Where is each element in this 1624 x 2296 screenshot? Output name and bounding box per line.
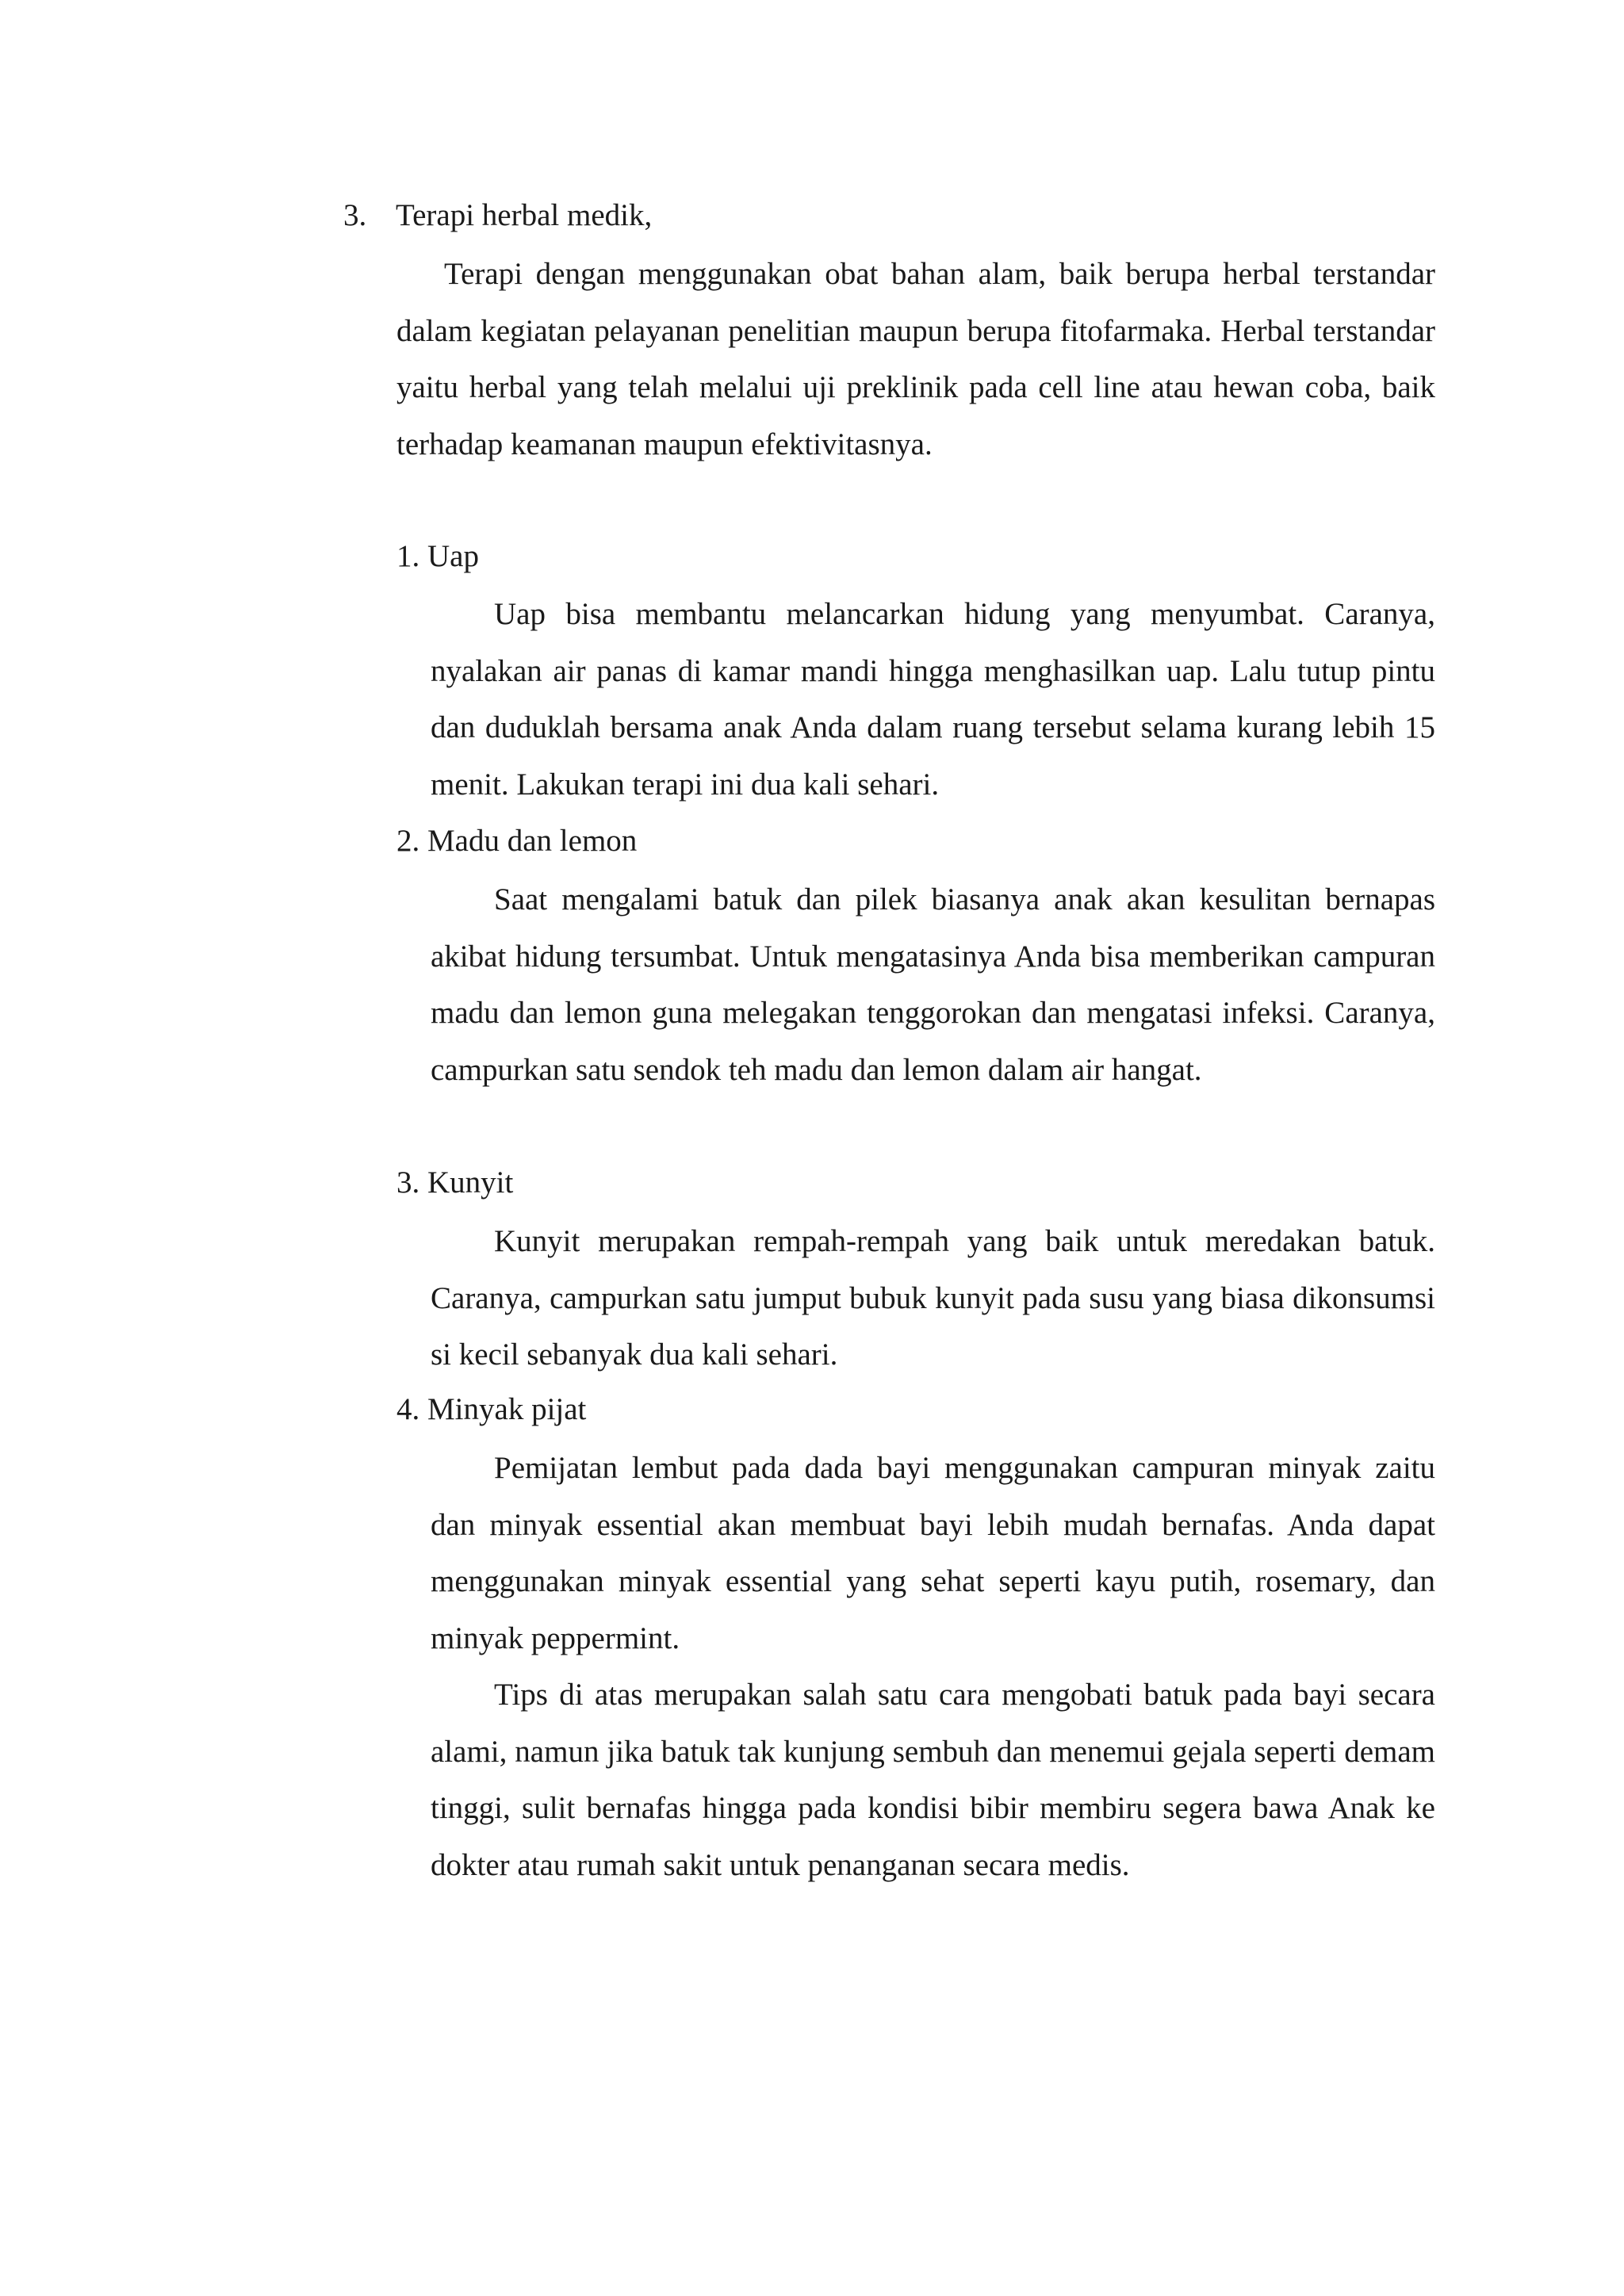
section-title: Terapi herbal medik, bbox=[396, 198, 653, 232]
item-body-minyak-pijat: Pemijatan lembut pada dada bayi menggunakan campuran minyak zaitu dan minyak essential akan membuat bayi lebih mudah bernafas. Anda dapat menggunakan minyak essential yang sehat seperti kayu putih, rosemary, dan minyak peppermint. bbox=[431, 1451, 1435, 1655]
item-body-uap: Uap bisa membantu melancarkan hidung yang menyumbat. Caranya, nyalakan air panas di kamar mandi hingga menghasilkan uap. Lalu tutup pintu dan duduklah bersama anak Anda dalam ruang tersebut selama kurang lebih 15 menit. Lakukan terapi ini dua kali sehari. bbox=[431, 597, 1435, 802]
item-title-madu-lemon: 2. Madu dan lemon bbox=[396, 824, 638, 858]
closing-paragraph: Tips di atas merupakan salah satu cara mengobati batuk pada bayi secara alami, namun jika batuk tak kunjung sembuh dan menemui gejala seperti demam tinggi, sulit bernafas hingga pada kondisi bibir membiru segera bawa Anak ke dokter atau rumah sakit untuk penanganan secara medis. bbox=[431, 1678, 1435, 1882]
item-body-kunyit: Kunyit merupakan rempah-rempah yang baik untuk meredakan batuk. Caranya, campurkan satu jumput bubuk kunyit pada susu yang biasa dikonsumsi si kecil sebanyak dua kali sehari. bbox=[431, 1224, 1435, 1372]
item-title-kunyit: 3. Kunyit bbox=[396, 1165, 514, 1200]
section-number: 3. bbox=[343, 198, 367, 232]
section-intro-paragraph: Terapi dengan menggunakan obat bahan alam, baik berupa herbal terstandar dalam kegiatan pelayanan penelitian maupun berupa fitofarmaka. Herbal terstandar yaitu herbal yang telah melalui uji preklinik pada cell line atau hewan coba, baik terhadap keamanan maupun efektivitasnya. bbox=[396, 257, 1435, 461]
item-title-minyak-pijat: 4. Minyak pijat bbox=[396, 1392, 587, 1426]
section-heading bbox=[343, 195, 652, 236]
item-title-uap: 1. Uap bbox=[396, 539, 479, 573]
item-body-madu-lemon: Saat mengalami batuk dan pilek biasanya anak akan kesulitan bernapas akibat hidung tersumbat. Untuk mengatasinya Anda bisa memberikan campuran madu dan lemon guna melegakan tenggorokan dan mengatasi infeksi. Caranya, campurkan satu sendok teh madu dan lemon dalam air hangat. bbox=[431, 882, 1435, 1087]
